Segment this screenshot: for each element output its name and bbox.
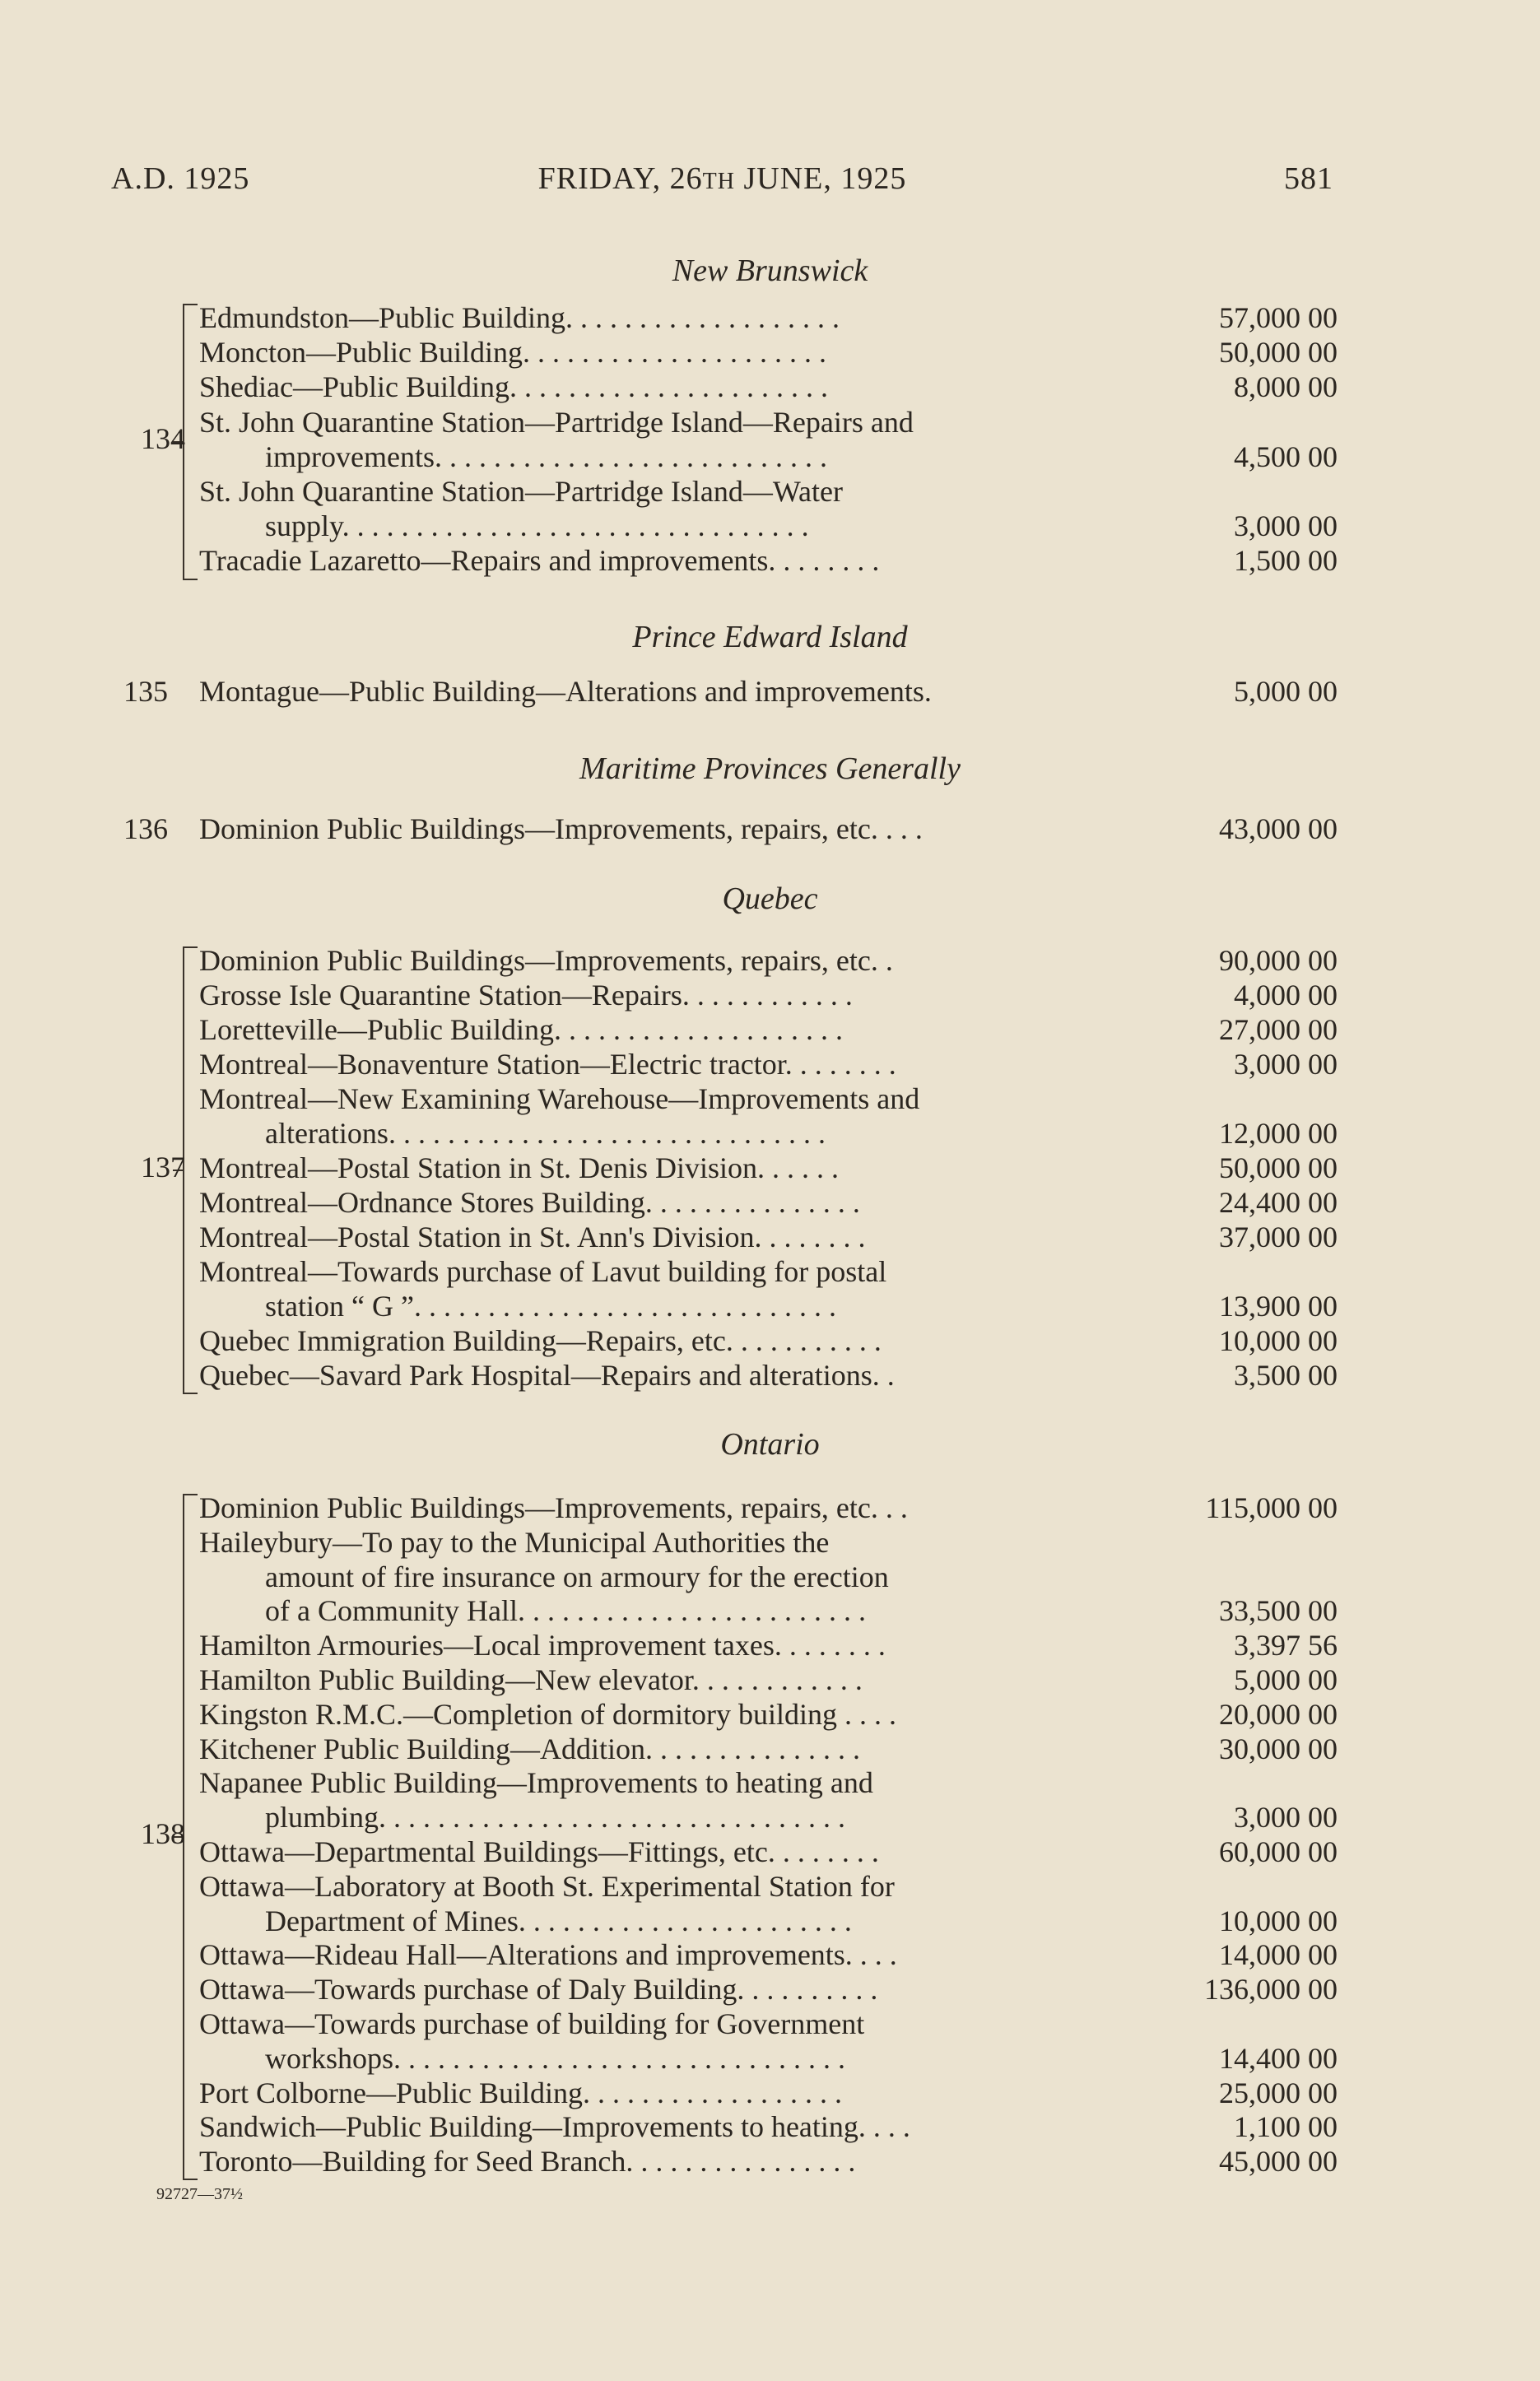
entry-amount: 24,400 00 [1219, 1186, 1338, 1219]
section-title-new-brunswick: New Brunswick [672, 253, 868, 288]
table-row [0, 1525, 1540, 1560]
entry-amount: 1,500 00 [1234, 544, 1338, 578]
entry-amount: 14,000 00 [1219, 1938, 1338, 1972]
table-row [0, 1254, 1540, 1289]
entry-amount: 3,500 00 [1234, 1359, 1338, 1392]
entry-description: Kingston R.M.C.—Completion of dormitory building . . . . [199, 1697, 897, 1731]
entry-description: Ottawa—Towards purchase of Daly Building. . . . . . . . . . [199, 1973, 878, 2007]
table-row [0, 2007, 1540, 2041]
table-row [0, 1904, 1540, 1938]
table-row [0, 1663, 1540, 1697]
table-row [0, 1593, 1540, 1628]
entry-amount: 8,000 00 [1234, 370, 1338, 404]
section-title-quebec: Quebec [722, 881, 818, 916]
entry-description: Shediac—Public Building. . . . . . . . . . . . . . . . . . . . . . [199, 370, 828, 404]
table-row [0, 1116, 1540, 1151]
entry-amount: 1,100 00 [1234, 2110, 1338, 2144]
entry-description: Montreal—Ordnance Stores Building. . . . . . . . . . . . . . . [199, 1186, 860, 1219]
table-row [0, 1185, 1540, 1220]
entry-description: Montreal—Towards purchase of Lavut building for postal [199, 1255, 887, 1288]
table-row [0, 1012, 1540, 1047]
table-row [0, 1697, 1540, 1732]
entry-amount: 5,000 00 [1234, 1663, 1338, 1696]
entry-amount: 3,000 00 [1234, 1801, 1338, 1835]
entry-amount: 33,500 00 [1219, 1594, 1338, 1628]
entry-amount: 3,000 00 [1234, 1048, 1338, 1081]
entry-description: alterations. . . . . . . . . . . . . . . . . . . . . . . . . . . . . . [265, 1117, 826, 1150]
entry-description: Montreal—Postal Station in St. Denis Division. . . . . . [199, 1151, 840, 1184]
table-row [0, 1628, 1540, 1663]
table-row [0, 474, 1540, 509]
table-row [0, 1732, 1540, 1766]
table-row [0, 1323, 1540, 1358]
vote-number: 134 [141, 421, 185, 455]
table-row [0, 439, 1540, 474]
vote-number: 138 [141, 1817, 185, 1850]
table-row [0, 370, 1540, 404]
entry-amount: 5,000 00 [1234, 675, 1338, 708]
entry-description: Ottawa—Laboratory at Booth St. Experimental Station for [199, 1869, 895, 1903]
entry-description: Loretteville—Public Building. . . . . . . . . . . . . . . . . . . . [199, 1013, 843, 1046]
table-row [0, 1835, 1540, 1869]
table-row [0, 943, 1540, 978]
entry-amount: 25,000 00 [1219, 2076, 1338, 2109]
entry-description: Toronto—Building for Seed Branch. . . . . . . . . . . . . . . . [199, 2145, 856, 2179]
entry-description: Ottawa—Towards purchase of building for Government [199, 2007, 865, 2040]
entry-amount: 3,000 00 [1234, 509, 1338, 543]
table-row [0, 2109, 1540, 2144]
entry-amount: 90,000 00 [1219, 944, 1338, 977]
table-row [0, 1800, 1540, 1835]
table-row [0, 1220, 1540, 1254]
entry-description: Dominion Public Buildings—Improvements, repairs, etc. . . [199, 1491, 908, 1524]
entry-amount: 37,000 00 [1219, 1221, 1338, 1253]
entry-description: Ottawa—Rideau Hall—Alterations and improvements. . . . [199, 1938, 897, 1972]
entry-amount: 45,000 00 [1219, 2145, 1338, 2179]
entry-amount: 12,000 00 [1219, 1117, 1338, 1150]
entry-amount: 10,000 00 [1219, 1904, 1338, 1937]
entry-description: Napanee Public Building—Improvements to heating and [199, 1766, 873, 1800]
table-row [0, 978, 1540, 1012]
section-title-maritime: Maritime Provinces Generally [579, 751, 961, 786]
table-row [0, 509, 1540, 543]
entry-description: Tracadie Lazaretto—Repairs and improvements. . . . . . . . [199, 544, 880, 578]
table-row [0, 1289, 1540, 1323]
table-row [0, 2041, 1540, 2076]
entry-amount: 4,000 00 [1234, 979, 1338, 1011]
table-row [0, 1358, 1540, 1393]
entry-description: Dominion Public Buildings—Improvements, repairs, etc. . . . [199, 812, 923, 845]
printer-footnote: 92727—37½ [156, 2185, 243, 2203]
entry-description: Kitchener Public Building—Addition. . . . . . . . . . . . . . . [199, 1732, 860, 1765]
entry-description: St. John Quarantine Station—Partridge Island—Repairs and [199, 405, 914, 439]
table-row [0, 405, 1540, 439]
running-header [111, 160, 1333, 202]
entry-description: Quebec—Savard Park Hospital—Repairs and alterations. . [199, 1359, 895, 1392]
entry-amount: 4,500 00 [1234, 439, 1338, 473]
entry-description: plumbing. . . . . . . . . . . . . . . . . . . . . . . . . . . . . . . . [265, 1801, 846, 1835]
entry-description: Quebec Immigration Building—Repairs, etc. . . . . . . . . . . [199, 1324, 882, 1357]
header-date: FRIDAY, 26TH JUNE, 1925 [537, 161, 907, 196]
entry-description: Montague—Public Building—Alterations and improvements. [199, 675, 932, 708]
table-row [0, 1937, 1540, 1972]
entry-amount: 30,000 00 [1219, 1732, 1338, 1765]
table-row [0, 1972, 1540, 2007]
entry-amount: 60,000 00 [1219, 1835, 1338, 1868]
vote-number: 135 [123, 675, 168, 708]
table-row [0, 1047, 1540, 1081]
entry-description: Haileybury—To pay to the Municipal Authorities the [199, 1525, 830, 1559]
entry-description: Ottawa—Departmental Buildings—Fittings, etc. . . . . . . . [199, 1835, 879, 1868]
entry-description: Sandwich—Public Building—Improvements to heating. . . . [199, 2110, 910, 2144]
table-row [0, 335, 1540, 370]
table-row [0, 2144, 1540, 2179]
entry-description: Department of Mines. . . . . . . . . . . . . . . . . . . . . . . [265, 1904, 852, 1937]
vote-number: 136 [123, 812, 168, 845]
entry-description: workshops. . . . . . . . . . . . . . . . . . . . . . . . . . . . . . . [265, 2041, 846, 2075]
entry-amount: 57,000 00 [1219, 301, 1338, 334]
table-row [0, 300, 1540, 335]
table-row [0, 1490, 1540, 1525]
vote-number: 137 [141, 1151, 185, 1184]
entry-amount: 10,000 00 [1219, 1324, 1338, 1357]
table-row [0, 1560, 1540, 1594]
entry-description: station “ G ”. . . . . . . . . . . . . . . . . . . . . . . . . . . . . [265, 1290, 836, 1323]
section-title-pei: Prince Edward Island [632, 620, 908, 654]
page-number: 581 [1284, 161, 1333, 196]
entry-description: Edmundston—Public Building. . . . . . . . . . . . . . . . . . . [199, 301, 840, 334]
entry-description: Grosse Isle Quarantine Station—Repairs. . . . . . . . . . . . [199, 979, 853, 1011]
entry-amount: 14,400 00 [1219, 2041, 1338, 2075]
entry-amount: 27,000 00 [1219, 1013, 1338, 1046]
entry-description: Port Colborne—Public Building. . . . . . . . . . . . . . . . . . [199, 2076, 843, 2109]
entry-description: improvements. . . . . . . . . . . . . . . . . . . . . . . . . . . [265, 439, 827, 473]
entry-description: Montreal—New Examining Warehouse—Improvements and [199, 1082, 920, 1115]
table-row [0, 1869, 1540, 1904]
entry-description: St. John Quarantine Station—Partridge Island—Water [199, 475, 843, 508]
entry-description: of a Community Hall. . . . . . . . . . . . . . . . . . . . . . . . [265, 1594, 866, 1628]
section-title-ontario: Ontario [720, 1427, 820, 1462]
entry-description: Dominion Public Buildings—Improvements, repairs, etc. . [199, 944, 893, 977]
entry-amount: 43,000 00 [1219, 812, 1338, 845]
entry-amount: 3,397 56 [1234, 1629, 1338, 1663]
vote-row-136 [0, 811, 1540, 846]
table-row [0, 543, 1540, 578]
entry-amount: 115,000 00 [1205, 1491, 1338, 1524]
entry-description: amount of fire insurance on armoury for the erection [265, 1560, 889, 1593]
vote-row-135 [0, 674, 1540, 709]
entry-amount: 20,000 00 [1219, 1697, 1338, 1731]
table-row [0, 1765, 1540, 1800]
entry-description: Montreal—Bonaventure Station—Electric tractor. . . . . . . . [199, 1048, 896, 1081]
entry-description: Montreal—Postal Station in St. Ann's Division. . . . . . . . [199, 1221, 866, 1253]
entry-description: Hamilton Armouries—Local improvement taxes. . . . . . . . [199, 1629, 886, 1663]
entry-amount: 50,000 00 [1219, 1151, 1338, 1184]
entry-description: supply. . . . . . . . . . . . . . . . . . . . . . . . . . . . . . . . [265, 509, 809, 543]
entry-amount: 136,000 00 [1204, 1973, 1338, 2007]
table-row [0, 2076, 1540, 2110]
header-year: A.D. 1925 [111, 161, 250, 196]
entry-description: Moncton—Public Building. . . . . . . . . . . . . . . . . . . . . [199, 336, 827, 370]
table-row [0, 1081, 1540, 1116]
entry-description: Hamilton Public Building—New elevator. . . . . . . . . . . . [199, 1663, 863, 1696]
table-row [0, 1151, 1540, 1185]
entry-amount: 13,900 00 [1219, 1290, 1338, 1323]
entry-amount: 50,000 00 [1219, 336, 1338, 370]
